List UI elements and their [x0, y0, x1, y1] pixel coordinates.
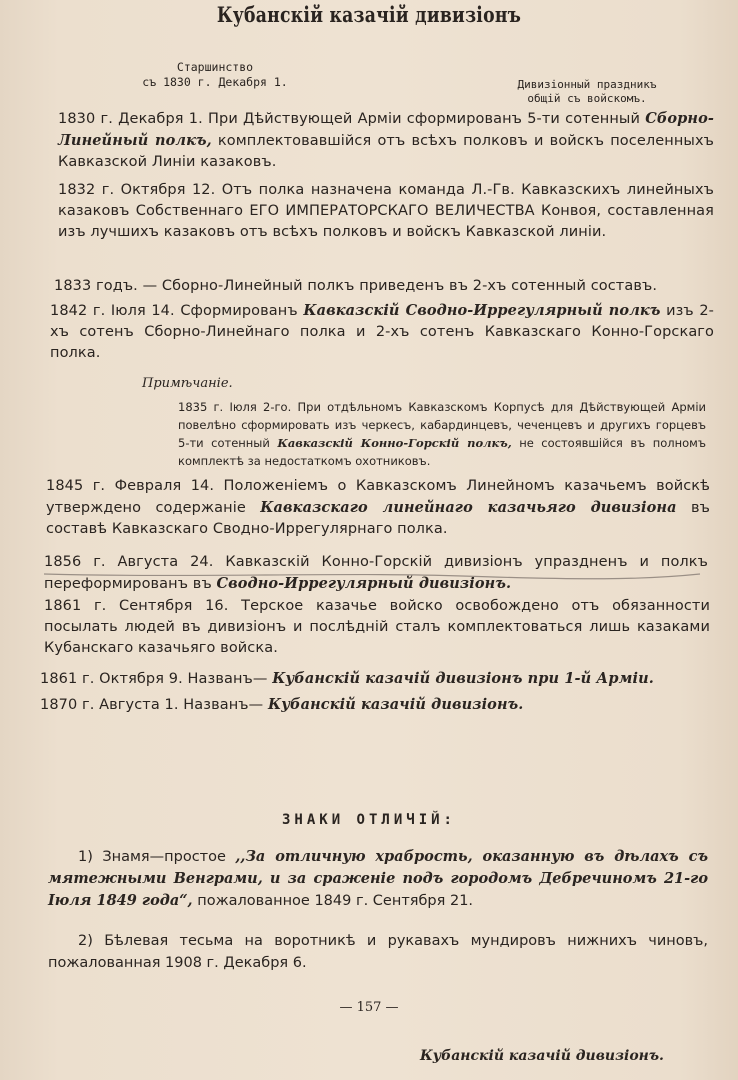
history-entry	[58, 108, 714, 173]
history-entry	[46, 476, 710, 540]
seniority-date: съ 1830 г. Декабря 1.	[142, 75, 288, 89]
seniority-label: Старшинство	[176, 60, 254, 74]
entry-text: — Сборно-Линейный полкъ приведенъ въ 2-хъ сотенный составъ.	[142, 278, 658, 294]
distinctions-title: ЗНАКИ ОТЛИЧІЙ:	[281, 812, 456, 828]
distinction-text: 2) Бѣлевая тесьма на воротникѣ и рукавахъ мундировъ нижнихъ чиновъ, пожалованная 1908 г. Декабря 6.	[48, 933, 708, 971]
entry-date: 1830 г. Декабря 1.	[58, 111, 203, 127]
history-entry	[40, 694, 710, 716]
entry-text: Сформированъ	[180, 303, 298, 319]
holiday-block	[492, 78, 682, 106]
history-entry	[40, 668, 710, 690]
entry-date: 1861 г. Октября 9.	[40, 671, 183, 687]
entry-text: Терское казачье войско освобождено отъ обязанности посылать людей въ дивизіонъ и послѣдній сталъ комплектоваться лишь казаками Кубанскаго казачьяго войска.	[44, 598, 710, 656]
entry-text: Кавказскій Конно-Горскій дивизіонъ упраздненъ и полкъ переформированъ въ	[44, 554, 709, 592]
history-entry	[50, 300, 714, 364]
distinction-suffix: пожалованное 1849 г. Сентября 21.	[197, 893, 474, 909]
entry-text: При Дѣйствующей Арміи сформированъ 5-ти сотенный	[208, 111, 640, 127]
distinction-item	[48, 930, 708, 974]
note-block	[178, 398, 706, 470]
entry-date: 1842 г. Іюля 14.	[50, 303, 175, 319]
seniority-block	[140, 60, 290, 90]
page-number: — 157 —	[339, 1000, 399, 1015]
entry-text: Положеніемъ о Кавказскомъ Линейномъ казачьемъ войскѣ утверждено содержаніе	[46, 478, 710, 516]
running-title: Кубанскій казачій дивизіонъ.	[420, 1048, 664, 1064]
entry-date: 1832 г. Октября 12.	[58, 182, 216, 198]
entry-text: Отъ полка назначена команда Л.-Гв. Кавказскихъ линейныхъ казаковъ Собственнаго ЕГО ИМПЕРАТОРСКАГО ВЕЛИЧЕСТВА Конвоя, составленная изъ лучшихъ казаковъ отъ всѣхъ полковъ и войскъ Кавказской линіи.	[58, 182, 715, 240]
entry-text: Названъ—	[187, 671, 268, 687]
note-heading: Примѣчаніе.	[142, 376, 233, 391]
distinction-inscription: ,,За отличную храбрость, оказанную въ дѣлахъ съ мятежными Венграми, и за сраженіе подъ городомъ Дебречиномъ 21-го Іюля 1849 года“,	[48, 848, 708, 909]
holiday-note: общій съ войскомъ.	[527, 92, 647, 105]
holiday-label: Дивизіонный праздникъ	[517, 78, 657, 91]
note-date: 1835 г. Іюля 2-го.	[178, 400, 292, 414]
history-entry	[54, 276, 714, 297]
entry-date: 1833 годъ.	[54, 278, 138, 294]
entry-date: 1856 г. Августа 24.	[44, 554, 214, 570]
distinction-prefix: 1) Знамя—простое	[78, 849, 226, 865]
page-title: Кубанскій казачій дивизіонъ	[216, 2, 522, 27]
entry-unit-name: Кавказскаго линейнаго казачьяго дивизіона	[260, 499, 677, 516]
entry-text: комплектовавшійся отъ всѣхъ полковъ и войскъ поселенныхъ Кавказской Линіи казаковъ.	[58, 133, 714, 170]
pencil-underline	[42, 568, 702, 582]
entry-text: Названъ—	[183, 697, 264, 713]
distinction-item	[48, 846, 708, 912]
history-entry	[58, 180, 714, 243]
entry-date: 1861 г. Сентября 16.	[44, 598, 229, 614]
entry-text: изъ 2-хъ сотенъ Сборно-Линейнаго полка и 2-хъ сотенъ Кавказскаго Конно-Горскаго полка.	[50, 303, 714, 361]
entry-unit-name: Кавказскій Сводно-Иррегулярный полкъ	[303, 302, 661, 319]
entry-unit-name: Кубанскій казачій дивизіонъ при 1-й Арміи.	[272, 670, 654, 687]
history-entry	[44, 596, 710, 659]
entry-date: 1845 г. Февраля 14.	[46, 478, 215, 494]
note-text: не состоявшійся въ полномъ комплектѣ за недостаткомъ охотниковъ.	[178, 436, 706, 468]
entry-unit-name: Сводно-Иррегулярный дивизіонъ.	[216, 575, 512, 592]
note-unit-name: Кавказскій Конно-Горскій полкъ,	[277, 436, 512, 450]
entry-unit-name: Сборно-Линейный полкъ,	[58, 110, 714, 149]
entry-text: въ составѣ Кавказскаго Сводно-Иррегулярнаго полка.	[46, 500, 710, 537]
entry-date: 1870 г. Августа 1.	[40, 697, 179, 713]
entry-unit-name: Кубанскій казачій дивизіонъ.	[267, 696, 524, 713]
note-text: При отдѣльномъ Кавказскомъ Корпусѣ для Дѣйствующей Арміи повелѣно сформировать изъ черкесъ, кабардинцевъ, чеченцевъ и другихъ горцевъ 5-ти сотенный	[178, 400, 706, 450]
